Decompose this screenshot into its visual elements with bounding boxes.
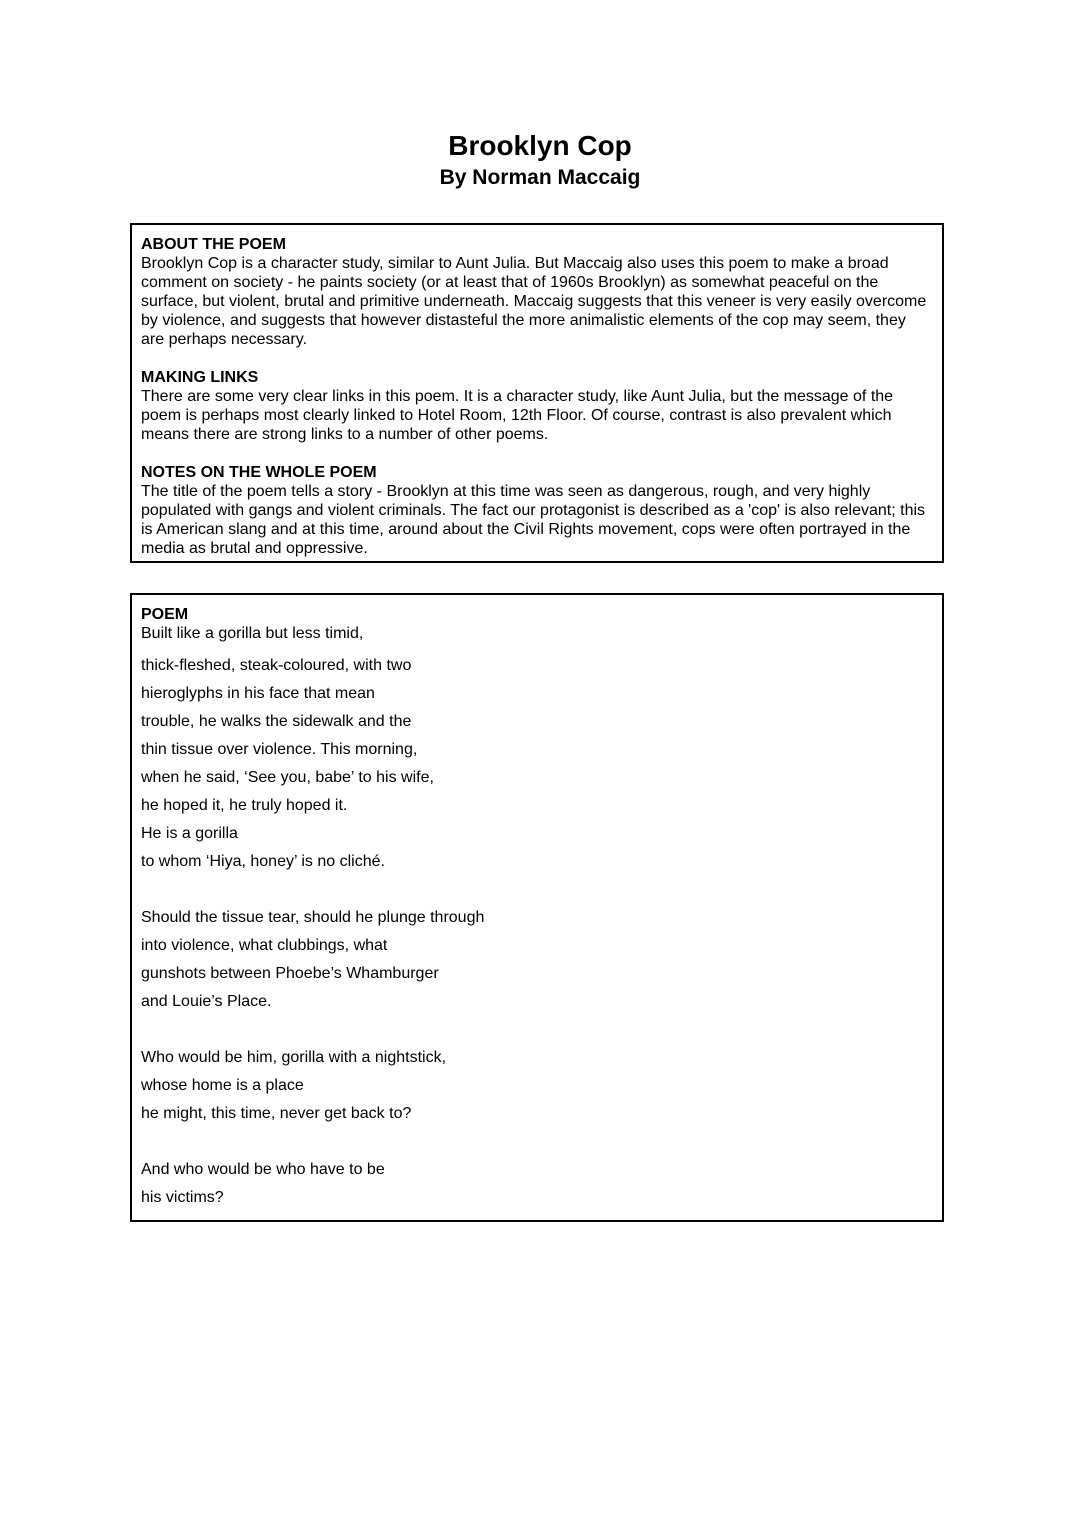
stanza-break xyxy=(141,1016,928,1044)
poem-line: He is a gorilla xyxy=(141,825,238,842)
poem-line: gunshots between Phoebe’s Whamburger xyxy=(141,965,439,982)
about-heading: ABOUT THE POEM xyxy=(141,236,286,253)
page-title: Brooklyn Cop xyxy=(448,130,632,161)
stanza-break xyxy=(141,876,928,904)
poem-line: and Louie’s Place. xyxy=(141,993,272,1010)
poem-line: into violence, what clubbings, what xyxy=(141,937,388,954)
notes-body: The title of the poem tells a story - Brooklyn at this time was seen as dangerous, rough, and very highly populated with gangs and violent criminals. The fact our protagonist is described as a 'cop' is also relevant; this is American slang and at this time, around about the Civil Rights movement, cops were often portrayed in the media as brutal and oppressive. xyxy=(141,483,926,557)
stanza-break xyxy=(141,1128,928,1156)
poem-line: to whom ‘Hiya, honey’ is no cliché. xyxy=(141,853,385,870)
about-body: Brooklyn Cop is a character study, similar to Aunt Julia. But Maccaig also uses this poem to make a broad comment on society - he paints society (or at least that of 1960s Brooklyn) as somewhat peaceful on the surface, but violent, brutal and primitive underneath. Maccaig suggests that this veneer is very easily overcome by violence, and suggests that however distasteful the more animalistic elements of the cop may seem, they are perhaps necessary. xyxy=(141,255,927,348)
author-line: By Norman Maccaig xyxy=(439,166,641,189)
notes-heading: NOTES ON THE WHOLE POEM xyxy=(141,464,377,481)
poem-line: hieroglyphs in his face that mean xyxy=(141,685,375,702)
links-body: There are some very clear links in this poem. It is a character study, like Aunt Julia, but the message of the poem is perhaps most clearly linked to Hotel Room, 12th Floor. Of course, contrast is also prevalent which means there are strong links to a number of other poems. xyxy=(141,388,894,443)
poem-line: Built like a gorilla but less timid, xyxy=(141,625,364,642)
poem-line: when he said, ‘See you, babe’ to his wife, xyxy=(141,769,434,786)
poem-line: trouble, he walks the sidewalk and the xyxy=(141,713,412,730)
info-box xyxy=(130,223,944,563)
poem-line: thin tissue over violence. This morning, xyxy=(141,741,418,758)
poem-line: Should the tissue tear, should he plunge through xyxy=(141,909,485,926)
poem-line: he might, this time, never get back to? xyxy=(141,1105,412,1122)
poem-line: Who would be him, gorilla with a nightstick, xyxy=(141,1049,447,1066)
poem-box xyxy=(130,593,944,1222)
poem-line: And who would be who have to be xyxy=(141,1161,385,1178)
links-heading: MAKING LINKS xyxy=(141,369,259,386)
title-block xyxy=(0,128,1080,192)
poem-line: whose home is a place xyxy=(141,1077,304,1094)
poem-line: his victims? xyxy=(141,1189,224,1206)
poem-line: he hoped it, he truly hoped it. xyxy=(141,797,348,814)
poem-line: thick-fleshed, steak-coloured, with two xyxy=(141,657,412,674)
poem-heading: POEM xyxy=(141,606,189,623)
